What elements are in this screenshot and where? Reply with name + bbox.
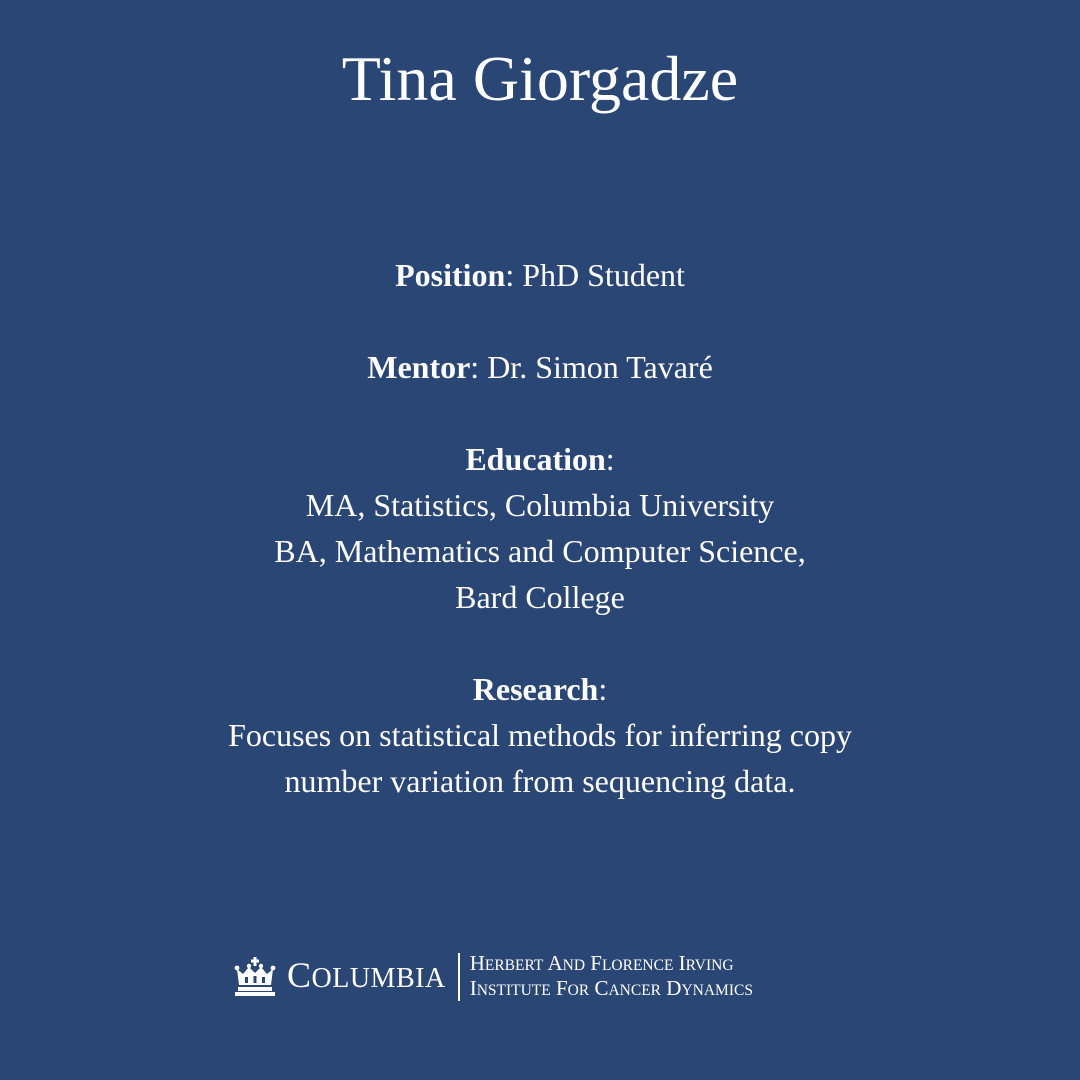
profile-name: Tina Giorgadze (341, 43, 739, 114)
education-line: BA, Mathematics and Computer Science, (274, 533, 806, 569)
position-label: Position (395, 257, 506, 293)
university-wordmark: COLUMBIA (287, 955, 446, 995)
institute-name (470, 952, 753, 1002)
education-label: Education (465, 441, 606, 477)
mentor-row: Mentor: Dr. Simon Tavaré (367, 349, 713, 385)
mentor-value: Dr. Simon Tavaré (487, 349, 713, 385)
mentor-label: Mentor (367, 349, 471, 385)
research-heading: Research: (472, 671, 608, 707)
institute-line-1: HERBERT AND FLORENCE IRVING (469, 951, 734, 975)
crown-icon (233, 957, 277, 997)
research-line: Focuses on statistical methods for inferring copy (228, 717, 852, 753)
research-line: number variation from sequencing data. (284, 763, 796, 799)
position-row: Position: PhD Student (395, 257, 685, 293)
education-line: MA, Statistics, Columbia University (305, 487, 775, 523)
columbia-logo (233, 952, 753, 1002)
education-heading: Education: (465, 441, 615, 477)
research-label: Research (472, 671, 599, 707)
logo-divider (458, 953, 460, 1001)
education-line: Bard College (455, 579, 625, 615)
position-value: PhD Student (522, 257, 685, 293)
profile-info (0, 252, 1080, 804)
institute-line-2: INSTITUTE FOR CANCER DYNAMICS (469, 976, 753, 1000)
